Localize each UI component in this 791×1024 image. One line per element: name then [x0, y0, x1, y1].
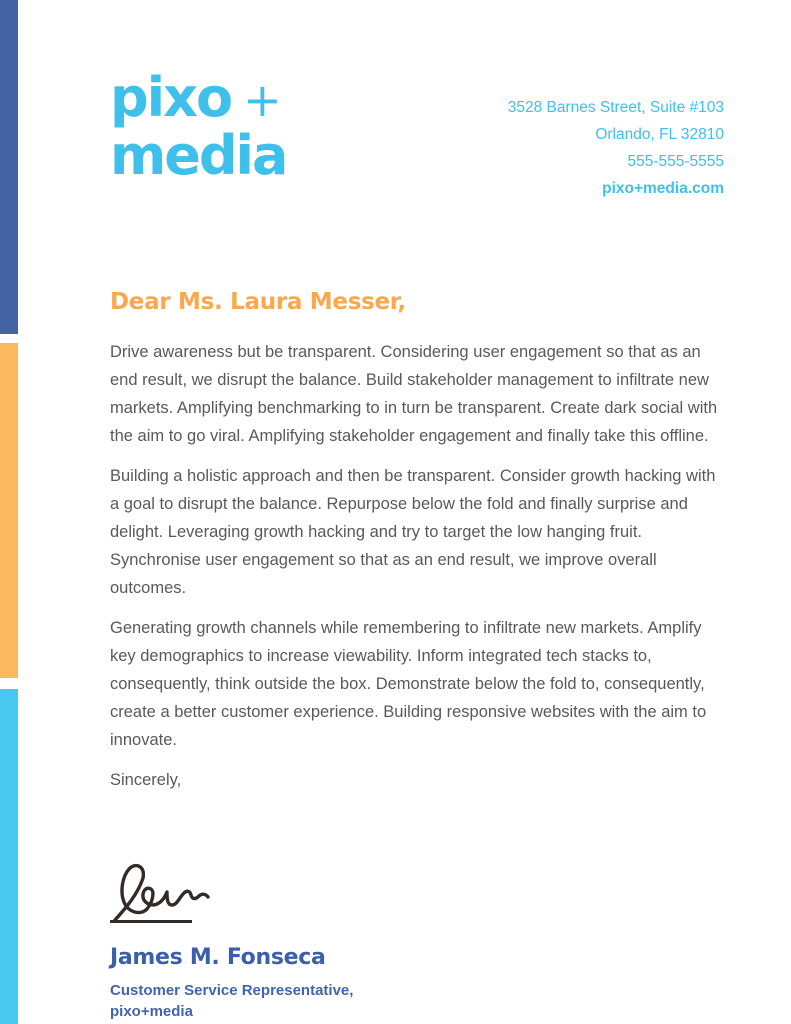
- logo-word-media: media: [110, 124, 287, 187]
- letter-content: [110, 0, 724, 1022]
- accent-bar-orange: [0, 343, 18, 678]
- logo-plus-sign: +: [243, 73, 282, 127]
- letter-body: [110, 338, 724, 794]
- closing-line: Sincerely,: [110, 771, 182, 789]
- signature-image: [110, 858, 220, 922]
- body-paragraph-1: Drive awareness but be transparent. Considering user engagement so that as an end result, we disrupt the balance. Build stakeholder management to infiltrate new markets. Amplifying benchmarking to in turn be transparent. Create dark social with the aim to go viral. Amplifying stakeholder engagement and finally take this offline.: [110, 343, 718, 445]
- letterhead-header: [110, 0, 724, 202]
- signature-underline: [110, 920, 192, 923]
- signatory-role: [110, 980, 724, 1022]
- signatory-title: Customer Service Representative,: [110, 982, 354, 999]
- address-line-2: Orlando, FL 32810: [595, 126, 724, 143]
- body-paragraph-2: Building a holistic approach and then be transparent. Consider growth hacking with a goal to disrupt the balance. Repurpose below the fold and finally surprise and delight. Leveraging growth hacking and try to target the low hanging fruit. Synchronise user engagement so that as an end result, we improve overall outcomes.: [110, 467, 716, 597]
- logo-line1: [110, 66, 287, 129]
- signatory-name: James M. Fonseca: [110, 945, 326, 970]
- website-text: pixo+media.com: [602, 180, 724, 197]
- accent-bar-blue: [0, 0, 18, 334]
- contact-block: [508, 94, 724, 202]
- signature-block: [110, 858, 724, 1022]
- greeting: Dear Ms. Laura Messer,: [110, 289, 406, 315]
- body-paragraph-3: Generating growth channels while remembering to infiltrate new markets. Amplify key demographics to increase viewability. Inform integrated tech stacks to, consequently, think outside the box. Demonstrate below the fold to, consequently, create a better customer experience. Building responsive websites with the aim to innovate.: [110, 619, 707, 749]
- accent-bar-cyan: [0, 689, 18, 1024]
- company-logo: [110, 66, 287, 187]
- phone-number: 555-555-5555: [627, 153, 724, 170]
- signatory-company: pixo+media: [110, 1003, 193, 1020]
- address-line-1: 3528 Barnes Street, Suite #103: [507, 99, 724, 116]
- logo-word-pixo: pixo: [110, 66, 232, 129]
